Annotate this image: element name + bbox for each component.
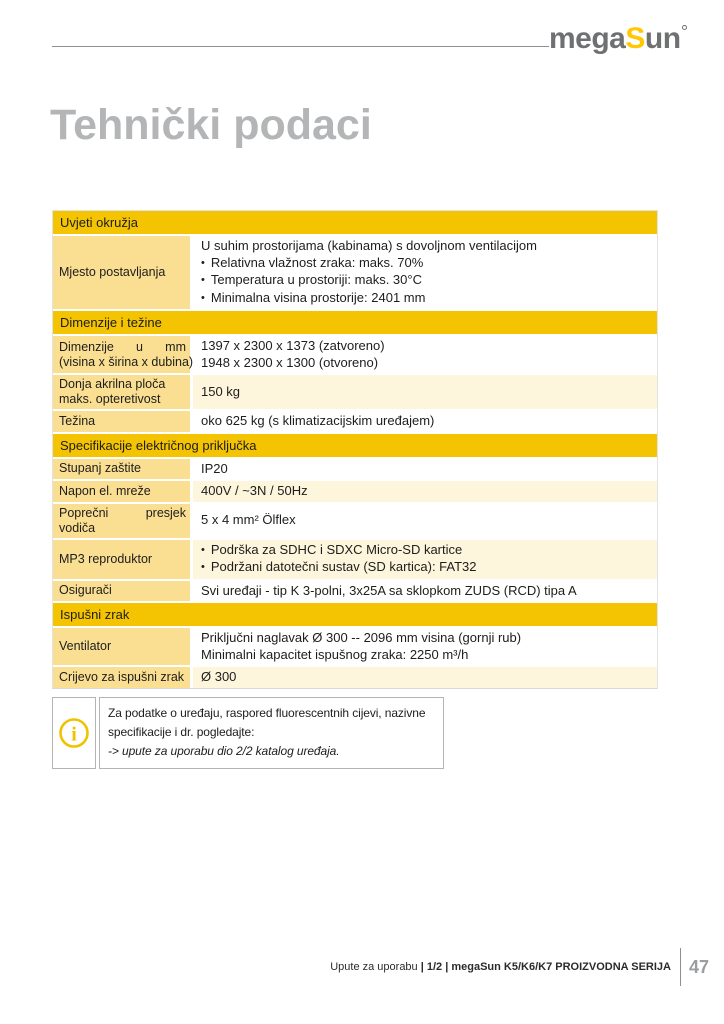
logo-text-mega: mega <box>549 22 626 55</box>
row-value <box>193 481 657 502</box>
row-value <box>193 459 657 480</box>
row-value-line: Priključni naglavak Ø 300 -- 2096 mm visina (gornji rub) <box>201 630 522 645</box>
row-label <box>53 236 190 309</box>
svg-text:i: i <box>71 723 77 745</box>
row-value <box>193 540 657 579</box>
info-reference-line: -> upute za uporabu dio 2/2 katalog uređaja. <box>108 743 340 758</box>
table-row <box>53 540 657 579</box>
row-label <box>53 628 190 665</box>
row-value <box>193 581 657 602</box>
table-row <box>53 628 657 665</box>
row-label-line: Mjesto postavljanja <box>59 265 166 279</box>
row-label-line: MP3 reproduktor <box>59 551 153 566</box>
row-value-line: 150 kg <box>201 383 241 399</box>
info-text-cell <box>99 697 444 769</box>
row-label <box>53 667 190 688</box>
row-value-line: IP20 <box>201 460 228 476</box>
footer-divider <box>680 948 681 986</box>
row-value-line: Ø 300 <box>201 669 237 684</box>
row-label-line: Poprečni presjek <box>59 505 186 520</box>
row-label-line: Osigurači <box>59 583 112 598</box>
row-label-line: (visina x širina x dubina) <box>59 354 194 369</box>
info-box <box>52 697 444 769</box>
table-row <box>53 375 657 409</box>
row-label <box>53 375 190 409</box>
row-value-line: 400V / ~3N / 50Hz <box>201 483 308 498</box>
row-value-line: U suhim prostorijama (kabinama) s dovoljnom ventilacijom <box>201 238 537 253</box>
row-value-line: • Minimalna visina prostorije: 2401 mm <box>201 289 426 305</box>
content-area <box>52 210 658 769</box>
table-row <box>53 459 657 480</box>
row-label-line: Dimenzije u mm <box>59 339 186 354</box>
bullet-icon: • <box>201 291 205 304</box>
row-label <box>53 336 194 373</box>
row-value <box>193 667 657 688</box>
row-label <box>53 481 190 502</box>
row-label-line: vodiča <box>59 520 96 535</box>
logo-text-un: un <box>644 22 681 55</box>
footer-series-label: | 1/2 | megaSun K5/K6/K7 PROIZVODNA SERIJA <box>420 961 671 973</box>
section-header: Ispušni zrak <box>53 603 657 626</box>
table-row <box>53 481 657 502</box>
row-label-line: Donja akrilna ploča <box>59 377 166 391</box>
row-value-line: oko 625 kg (s klimatizacijskim uređajem) <box>201 413 435 428</box>
info-text-line: Za podatke o uređaju, raspored fluorescentnih cijevi, nazivne <box>108 705 426 720</box>
logo-text-s: S <box>625 22 645 55</box>
row-label-line: Ventilator <box>59 639 112 653</box>
footer-doc-label: Upute za uporabu <box>330 961 421 973</box>
row-label <box>53 411 190 432</box>
row-label <box>53 504 190 538</box>
row-label-line: maks. opteretivost <box>59 392 161 406</box>
info-text-line: specifikacije i dr. pogledajte: <box>108 724 255 739</box>
page-number: 47 <box>689 956 710 977</box>
row-value-line: 1948 x 2300 x 1300 (otvoreno) <box>201 354 379 370</box>
spec-table <box>52 210 658 689</box>
bullet-icon: • <box>201 543 205 556</box>
row-value <box>193 628 657 665</box>
row-value <box>193 236 657 309</box>
row-value <box>193 375 657 409</box>
row-label <box>53 540 190 579</box>
section-header: Uvjeti okružja <box>53 211 657 234</box>
bullet-icon: • <box>201 256 205 269</box>
page-title: Tehnički podaci <box>50 101 372 149</box>
table-row <box>53 581 657 602</box>
row-label-line: Napon el. mreže <box>59 483 151 498</box>
row-value-line: • Podržani datotečni sustav (SD kartica): FAT32 <box>201 559 477 574</box>
row-label-line: Težina <box>59 413 96 428</box>
row-value-line: 1397 x 2300 x 1373 (zatvoreno) <box>201 338 385 353</box>
row-label <box>53 459 190 480</box>
megasun-logo <box>549 22 687 56</box>
bullet-icon: • <box>201 561 205 573</box>
registered-mark-icon <box>682 25 687 30</box>
row-value-line: • Relativna vlažnost zraka: maks. 70% <box>201 254 424 270</box>
section-header: Dimenzije i težine <box>53 311 657 334</box>
table-row <box>53 236 657 309</box>
table-row <box>53 667 657 688</box>
row-value <box>193 336 657 373</box>
table-row <box>53 504 657 538</box>
table-row <box>53 411 657 432</box>
row-value-line: Svi uređaji - tip K 3-polni, 3x25A sa sklopkom ZUDS (RCD) tipa A <box>201 582 577 598</box>
section-header: Specifikacije električnog priključka <box>53 434 657 457</box>
footer-text <box>330 961 671 973</box>
header-rule-divider <box>52 46 549 47</box>
row-label-line: Crijevo za ispušni zrak <box>59 669 185 684</box>
row-value-line: • Podrška za SDHC i SDXC Micro-SD kartice <box>201 541 463 557</box>
page-footer <box>330 948 711 986</box>
row-value-line: Minimalni kapacitet ispušnog zraka: 2250 m³/h <box>201 646 469 662</box>
info-icon <box>57 716 91 750</box>
info-icon-cell <box>52 697 96 769</box>
table-row <box>53 336 657 373</box>
row-value <box>193 504 657 538</box>
row-value-line: 5 x 4 mm² Ölflex <box>201 512 296 528</box>
row-label <box>53 581 190 602</box>
row-value <box>193 411 657 432</box>
row-label-line: Stupanj zaštite <box>59 461 141 476</box>
row-value-line: • Temperatura u prostoriji: maks. 30°C <box>201 272 422 287</box>
bullet-icon: • <box>201 274 205 286</box>
